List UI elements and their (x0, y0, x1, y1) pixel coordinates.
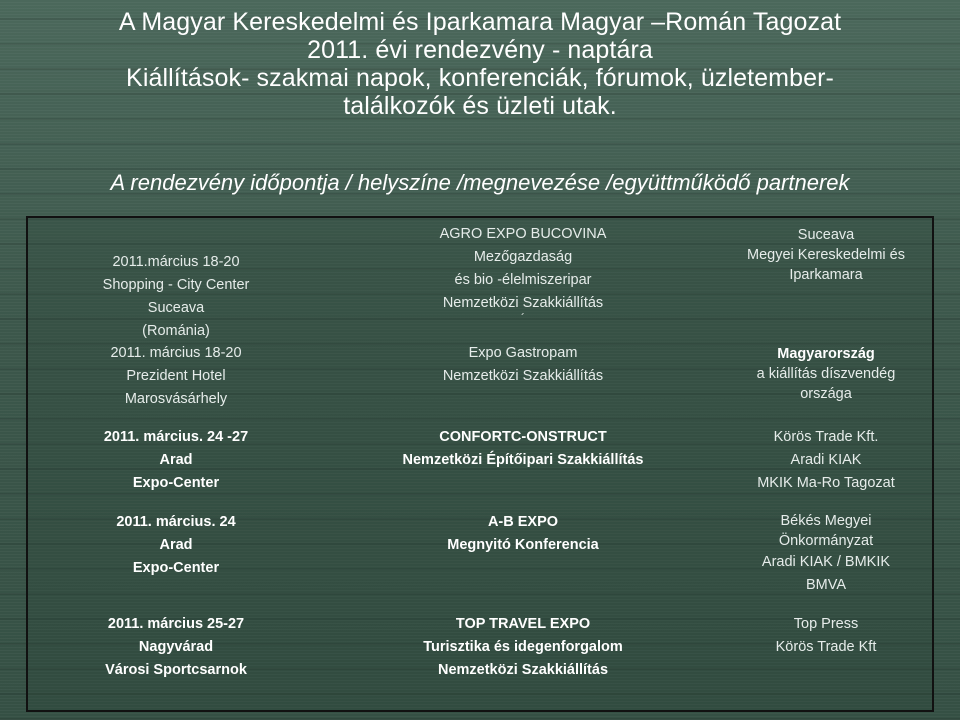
date-place-line: (Románia) (142, 323, 210, 339)
partner-line: Iparkamara (789, 267, 863, 283)
partner-line: Aradi KIAK / BMKIK (761, 554, 891, 570)
event-name-line: CONFORTC-ONSTRUCT (439, 429, 607, 445)
event-calendar-table (26, 216, 934, 712)
title-line: 2011. évi rendezvény - naptára (307, 36, 653, 64)
partner-line: Top Press (793, 616, 859, 632)
date-place-line: Shopping - City Center (102, 277, 250, 293)
title-block (0, 8, 960, 120)
date-place-line: Prezident Hotel (126, 368, 226, 384)
event-name-line: A-B EXPO (487, 514, 559, 530)
partner-line: Körös Trade Kft (775, 639, 877, 655)
event-name-line: Nemzetközi Szakkiállítás (442, 368, 604, 384)
event-partners (712, 344, 940, 404)
event-partners (712, 225, 940, 285)
event-name (358, 613, 688, 682)
partner-line: a kiállítás díszvendég (756, 366, 896, 382)
date-place-line: 2011. március 18-20 (110, 345, 242, 361)
event-name (358, 223, 688, 325)
event-name-line: és bio -élelmiszeripar (454, 272, 592, 288)
date-place-line: Arad (159, 537, 193, 553)
date-place-line: Marosvásárhely (124, 391, 228, 407)
partner-line: Körös Trade Kft. (773, 429, 879, 445)
event-name-line: Mezőgazdaság (473, 249, 573, 265)
event-date-place (62, 511, 290, 580)
partner-line: Aradi KIAK (790, 452, 862, 468)
partner-line: Önkormányzat (778, 533, 874, 549)
event-name-line: TOP TRAVEL EXPO (455, 616, 591, 632)
title-line: A Magyar Kereskedelmi és Iparkamara Magyar –Román Tagozat (118, 8, 842, 36)
event-name-line: Megnyitó Konferencia (447, 537, 599, 553)
partner-line: BMVA (805, 577, 847, 593)
partner-line: Magyarország (777, 346, 875, 362)
event-partners (712, 613, 940, 659)
event-partners (712, 426, 940, 495)
date-place-line: Arad (159, 452, 193, 468)
event-name-line: Nemzetközi Szakkiállítás (437, 662, 609, 678)
date-place-line: Expo-Center (132, 560, 220, 576)
event-date-place (62, 426, 290, 495)
date-place-line: Suceava (147, 300, 205, 316)
event-date-place (62, 613, 290, 682)
date-place-line: 2011.március 18-20 (112, 254, 240, 270)
event-date-place (62, 251, 290, 343)
event-name-line: AGRO EXPO BUCOVINA (439, 226, 607, 242)
event-name (358, 511, 688, 557)
date-place-line: 2011. március. 24 -27 (103, 429, 249, 445)
partner-line: országa (800, 386, 852, 402)
date-place-line: Városi Sportcsarnok (105, 662, 247, 678)
partner-line: Megyei Kereskedelmi és (747, 247, 905, 263)
event-date-place (62, 342, 290, 411)
partner-line: MKIK Ma-Ro Tagozat (757, 475, 895, 491)
event-name-line: Nemzetközi Építőipari Szakkiállítás (402, 452, 644, 468)
date-place-line: 2011. március 25-27 (107, 616, 245, 632)
date-place-line: 2011. március. 24 (116, 514, 236, 530)
stray-mark: ´ (521, 311, 525, 325)
event-name-line: Expo Gastropam (468, 345, 578, 361)
event-name-line: Turisztika és idegenforgalom (423, 639, 623, 655)
title-line: találkozók és üzleti utak. (343, 92, 617, 120)
event-name (358, 342, 688, 388)
event-partners (712, 511, 940, 597)
date-place-line: Nagyvárad (138, 639, 214, 655)
column-legend-subtitle: A rendezvény időpontja / helyszíne /megnevezése /együttműködő partnerek (110, 170, 850, 195)
partner-line: Suceava (797, 227, 855, 243)
partner-line: Békés Megyei (780, 513, 872, 529)
event-name-line: Nemzetközi Szakkiállítás (442, 295, 604, 311)
date-place-line: Expo-Center (132, 475, 220, 491)
title-line: Kiállítások- szakmai napok, konferenciák, fórumok, üzletember- (126, 64, 834, 92)
event-name (358, 426, 688, 472)
